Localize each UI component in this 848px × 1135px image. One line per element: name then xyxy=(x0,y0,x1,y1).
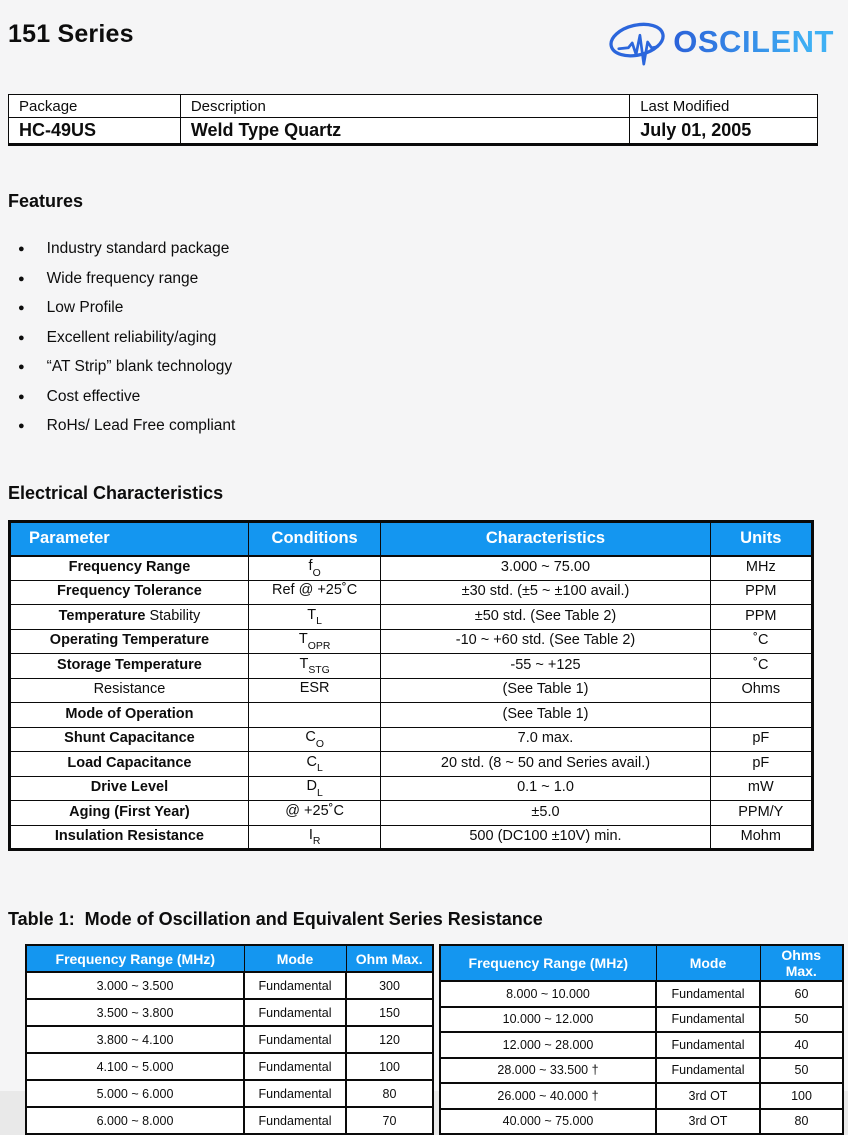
freq-range-cell: 5.000 ~ 6.000 xyxy=(26,1080,244,1107)
param-cell: Frequency Tolerance xyxy=(10,580,249,605)
conditions-cell: $C_L$ xyxy=(248,752,380,777)
table-row xyxy=(10,629,813,654)
param-cell: Aging (First Year) xyxy=(10,801,249,826)
ohms-max-cell: 80 xyxy=(760,1109,843,1135)
table-header-row xyxy=(440,945,843,981)
feature-text: Low Profile xyxy=(46,299,124,316)
units-cell: Mohm xyxy=(710,825,812,850)
conditions-cell: $T_L$ xyxy=(248,605,380,630)
conditions-cell: Ref @ +25˚C xyxy=(248,580,380,605)
electrical-heading: Electrical Characteristics xyxy=(8,483,224,503)
bullet-icon: ● xyxy=(18,331,25,344)
param-cell: Shunt Capacitance xyxy=(10,727,249,752)
column-header-conditions: Conditions xyxy=(248,522,380,556)
mode-cell: 3rd OT xyxy=(656,1109,760,1135)
column-header-frequency-range: Frequency Range (MHz) xyxy=(26,945,244,972)
ohms-max-cell: 60 xyxy=(760,981,843,1007)
bullet-icon: ● xyxy=(18,390,25,403)
mode-cell: Fundamental xyxy=(244,1107,346,1134)
ohms-max-cell: 40 xyxy=(760,1032,843,1058)
units-cell: PPM xyxy=(710,580,812,605)
table-row xyxy=(26,1080,433,1107)
feature-text: Wide frequency range xyxy=(46,269,199,287)
feature-text: Industry standard package xyxy=(46,240,230,257)
table-row xyxy=(10,776,813,801)
ohms-max-cell: 100 xyxy=(760,1083,843,1109)
table-row xyxy=(26,972,433,999)
table-row xyxy=(440,981,843,1007)
ohm-max-cell: 70 xyxy=(346,1107,433,1134)
mode-cell: Fundamental xyxy=(244,1026,346,1053)
param-cell: Resistance xyxy=(10,678,249,703)
mode-cell: Fundamental xyxy=(656,1007,760,1033)
param-cell: Drive Level xyxy=(10,776,249,801)
ohm-max-cell: 150 xyxy=(346,999,433,1026)
table-row xyxy=(10,825,813,850)
units-cell: Ohms xyxy=(710,678,812,703)
freq-range-cell: 28.000 ~ 33.500 † xyxy=(440,1058,656,1084)
conditions-cell xyxy=(248,703,380,728)
mode-cell: Fundamental xyxy=(656,1032,760,1058)
characteristics-cell: ±30 std. (±5 ~ ±100 avail.) xyxy=(381,580,710,605)
table-row xyxy=(440,1083,843,1109)
conditions-cell: @ +25˚C xyxy=(248,801,380,826)
units-cell: mW xyxy=(710,776,812,801)
param-cell: Load Capacitance xyxy=(10,752,249,777)
column-header-frequency-range: Frequency Range (MHz) xyxy=(440,945,656,981)
mode-cell: 3rd OT xyxy=(656,1083,760,1109)
feature-text: “AT Strip” blank technology xyxy=(46,358,233,375)
mode-cell: Fundamental xyxy=(656,1058,760,1084)
ohms-max-cell: 50 xyxy=(760,1058,843,1084)
param-cell: Mode of Operation xyxy=(10,703,249,728)
characteristics-cell: (See Table 1) xyxy=(381,703,710,728)
table-row xyxy=(10,580,813,605)
table-row xyxy=(440,1007,843,1033)
param-cell: Storage Temperature xyxy=(10,654,249,679)
features-list xyxy=(18,240,848,435)
ohm-max-cell: 120 xyxy=(346,1026,433,1053)
oscilent-logo-text: OSCILENT xyxy=(673,24,834,59)
package-header: Package xyxy=(9,95,181,118)
column-header-ohms-max: Ohms Max. xyxy=(760,945,843,981)
characteristics-cell: -55 ~ +125 xyxy=(381,654,710,679)
freq-range-cell: 12.000 ~ 28.000 xyxy=(440,1032,656,1058)
feature-text: Cost effective xyxy=(46,387,141,405)
page-title: 151 Series xyxy=(8,20,134,48)
column-header-mode: Mode xyxy=(656,945,760,981)
table-row xyxy=(9,95,818,118)
mode-cell: Fundamental xyxy=(244,1053,346,1080)
last-modified-header: Last Modified xyxy=(630,95,818,118)
table-row xyxy=(10,703,813,728)
table-row xyxy=(9,118,818,145)
units-cell: MHz xyxy=(710,556,812,581)
conditions-cell: $T_{OPR}$ xyxy=(248,629,380,654)
freq-range-cell: 10.000 ~ 12.000 xyxy=(440,1007,656,1033)
electrical-characteristics-table xyxy=(8,520,814,851)
units-cell: pF xyxy=(710,727,812,752)
characteristics-cell: ±50 std. (See Table 2) xyxy=(381,605,710,630)
freq-range-cell: 26.000 ~ 40.000 † xyxy=(440,1083,656,1109)
description-value: Weld Type Quartz xyxy=(180,118,629,145)
table1-container xyxy=(25,944,848,1135)
ohm-max-cell: 100 xyxy=(346,1053,433,1080)
conditions-cell: $D_L$ xyxy=(248,776,380,801)
param-cell: Temperature Stability xyxy=(10,605,249,630)
oscilent-logo xyxy=(607,16,834,68)
list-item xyxy=(18,270,848,288)
column-header-characteristics: Characteristics xyxy=(381,522,710,556)
freq-range-cell: 6.000 ~ 8.000 xyxy=(26,1107,244,1134)
table-header-row xyxy=(26,945,433,972)
units-cell: PPM/Y xyxy=(710,801,812,826)
page-header xyxy=(0,0,848,68)
units-cell: pF xyxy=(710,752,812,777)
units-cell: ˚C xyxy=(710,654,812,679)
list-item xyxy=(18,329,848,347)
characteristics-cell: 3.000 ~ 75.00 xyxy=(381,556,710,581)
freq-range-cell: 3.500 ~ 3.800 xyxy=(26,999,244,1026)
characteristics-cell: -10 ~ +60 std. (See Table 2) xyxy=(381,629,710,654)
feature-text: Excellent reliability/aging xyxy=(46,328,217,346)
table-row xyxy=(440,1109,843,1135)
bullet-icon: ● xyxy=(18,272,25,285)
ohms-max-cell: 50 xyxy=(760,1007,843,1033)
feature-text: RoHs/ Lead Free compliant xyxy=(46,417,236,434)
units-cell: PPM xyxy=(710,605,812,630)
table-row xyxy=(10,727,813,752)
bullet-icon: ● xyxy=(18,361,25,373)
column-header-units: Units xyxy=(710,522,812,556)
freq-range-cell: 40.000 ~ 75.000 xyxy=(440,1109,656,1135)
param-cell: Frequency Range xyxy=(10,556,249,581)
units-cell: ˚C xyxy=(710,629,812,654)
list-item xyxy=(18,240,848,258)
conditions-cell: $T_{STG}$ xyxy=(248,654,380,679)
freq-range-cell: 8.000 ~ 10.000 xyxy=(440,981,656,1007)
ohm-max-cell: 300 xyxy=(346,972,433,999)
list-item xyxy=(18,358,848,376)
table-row xyxy=(10,752,813,777)
freq-range-cell: 4.100 ~ 5.000 xyxy=(26,1053,244,1080)
column-header-mode: Mode xyxy=(244,945,346,972)
last-modified-value: July 01, 2005 xyxy=(630,118,818,145)
list-item xyxy=(18,299,848,317)
conditions-cell: $f_O$ xyxy=(248,556,380,581)
table-row xyxy=(440,1058,843,1084)
ohm-max-cell: 80 xyxy=(346,1080,433,1107)
list-item xyxy=(18,417,848,435)
bullet-icon: ● xyxy=(18,243,25,255)
table-row xyxy=(26,1107,433,1134)
table-row xyxy=(10,556,813,581)
characteristics-cell: 0.1 ~ 1.0 xyxy=(381,776,710,801)
package-info-table xyxy=(8,94,818,146)
table-row xyxy=(26,999,433,1026)
characteristics-cell: 20 std. (8 ~ 50 and Series avail.) xyxy=(381,752,710,777)
oscilent-waveform-icon xyxy=(607,16,669,68)
mode-cell: Fundamental xyxy=(244,972,346,999)
characteristics-cell: 7.0 max. xyxy=(381,727,710,752)
table1-left xyxy=(25,944,434,1135)
table-header-row xyxy=(10,522,813,556)
freq-range-cell: 3.800 ~ 4.100 xyxy=(26,1026,244,1053)
table-row xyxy=(10,605,813,630)
column-header-parameter: Parameter xyxy=(10,522,249,556)
table-row xyxy=(440,1032,843,1058)
characteristics-cell: 500 (DC100 ±10V) min. xyxy=(381,825,710,850)
list-item xyxy=(18,388,848,406)
freq-range-cell: 3.000 ~ 3.500 xyxy=(26,972,244,999)
table-row xyxy=(26,1053,433,1080)
table-row xyxy=(10,678,813,703)
package-value: HC-49US xyxy=(9,118,181,145)
bullet-icon: ● xyxy=(18,420,25,432)
param-cell: Operating Temperature xyxy=(10,629,249,654)
conditions-cell: $I_R$ xyxy=(248,825,380,850)
table1-right xyxy=(439,944,844,1135)
description-header: Description xyxy=(180,95,629,118)
mode-cell: Fundamental xyxy=(244,1080,346,1107)
mode-cell: Fundamental xyxy=(244,999,346,1026)
conditions-cell: $C_O$ xyxy=(248,727,380,752)
characteristics-cell: (See Table 1) xyxy=(381,678,710,703)
bullet-icon: ● xyxy=(18,302,25,314)
features-heading: Features xyxy=(8,191,84,211)
table-row xyxy=(10,654,813,679)
table-row xyxy=(10,801,813,826)
conditions-cell: ESR xyxy=(248,678,380,703)
param-cell: Insulation Resistance xyxy=(10,825,249,850)
characteristics-cell: ±5.0 xyxy=(381,801,710,826)
units-cell xyxy=(710,703,812,728)
mode-cell: Fundamental xyxy=(656,981,760,1007)
column-header-ohm-max: Ohm Max. xyxy=(346,945,433,972)
table1-heading: Table 1: Mode of Oscillation and Equivalent Series Resistance xyxy=(8,909,543,929)
table-row xyxy=(26,1026,433,1053)
